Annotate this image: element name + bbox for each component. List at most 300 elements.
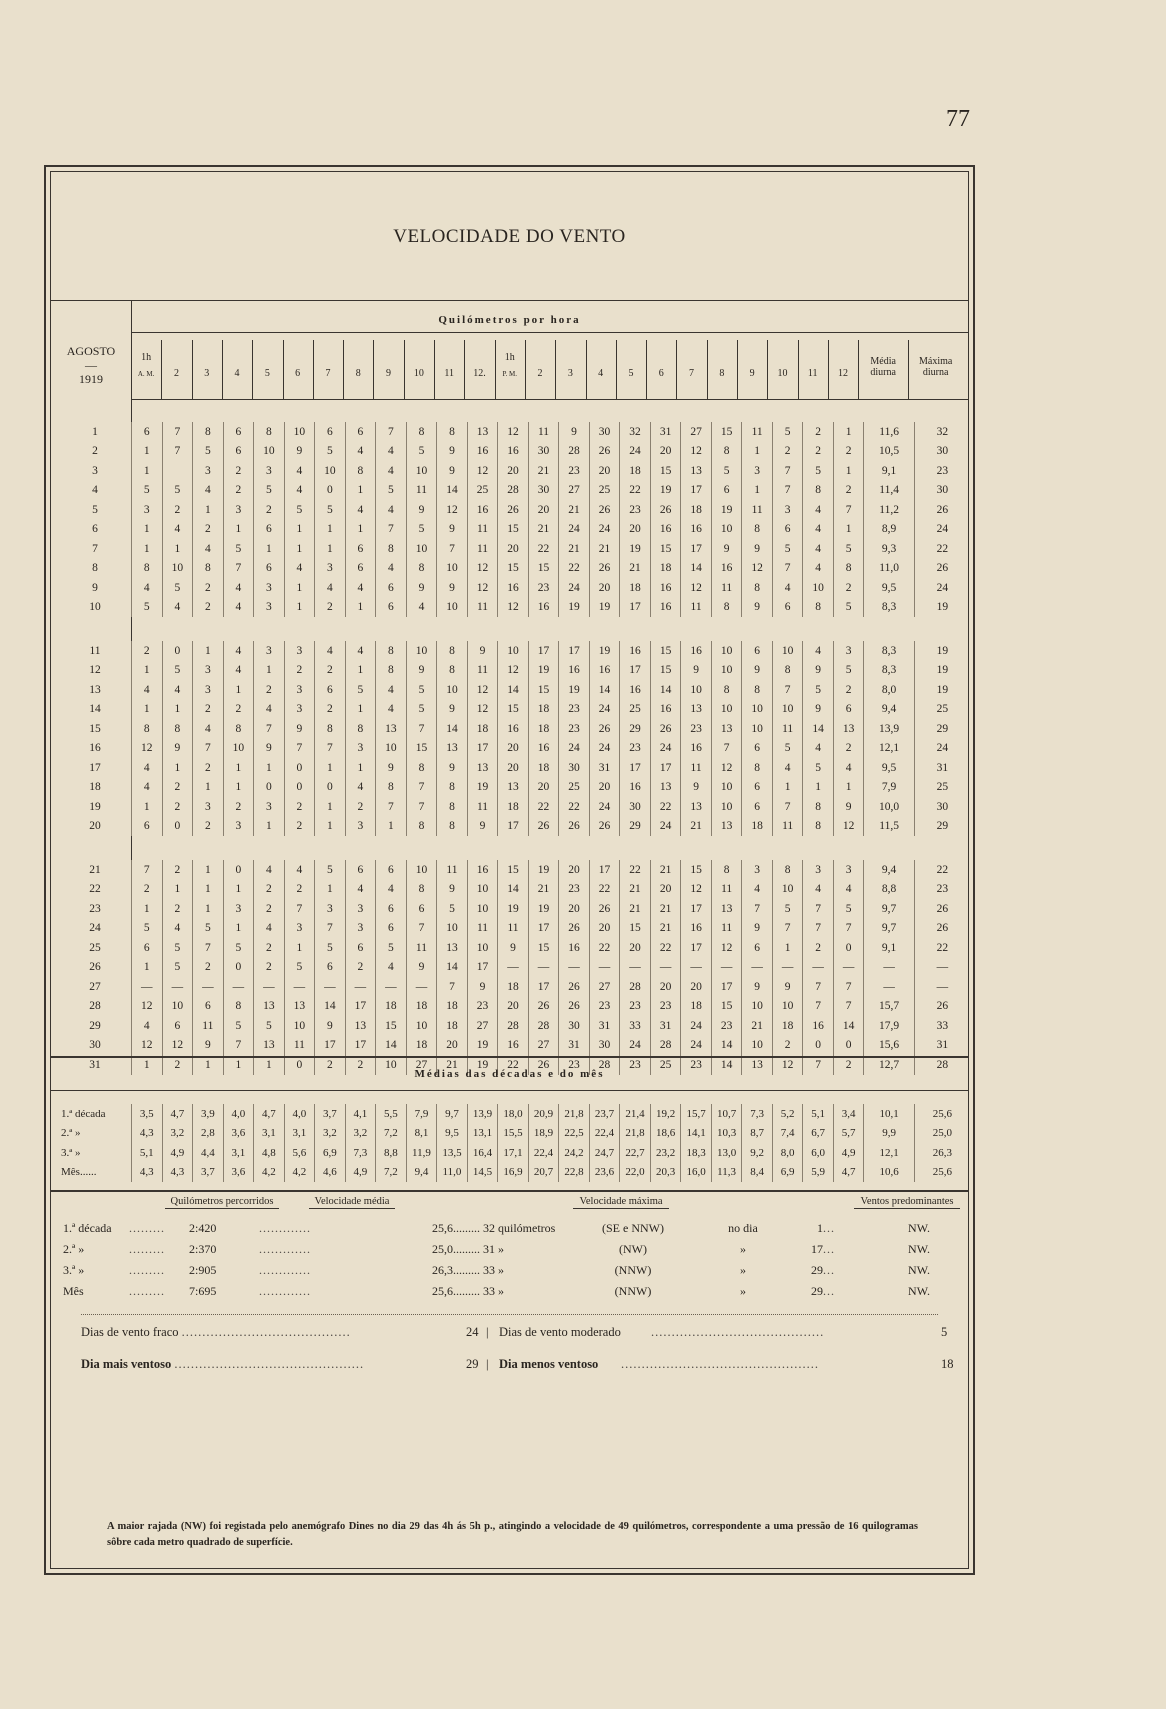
day-cell: 14 [89,703,101,716]
day-cell: 13 [89,683,101,696]
hour-value-cell: 13 [711,719,742,739]
hour-value-cell: 2 [254,938,285,958]
hour-value-cell: 15 [650,641,681,661]
hour-value-cell: 11 [711,880,742,900]
hour-value-cell: 12 [742,559,773,579]
hour-value-cell: 12 [467,700,498,720]
hour-value-cell: 1 [223,1055,254,1075]
summary-row [63,1218,971,1239]
hour-value-cell: 8 [345,461,376,481]
daily-max-cell: 30 [914,481,970,501]
hour-value-cell: 14 [650,680,681,700]
hour-value-cell: 18 [742,817,773,837]
hour-value-cell: 12 [711,758,742,778]
hour-value-cell: 19 [589,641,620,661]
hour-value-cell [162,461,193,481]
hour-value-cell: 18 [376,997,407,1017]
means-value-cell: 4,7 [833,1163,864,1183]
hour-value-cell: 1 [254,539,285,559]
summary-media: 25,6 [432,1284,453,1298]
hour-value-cell: 22 [589,880,620,900]
header-divider [798,340,799,400]
hour-value-cell: 14 [498,880,529,900]
hour-value-cell: 1 [772,938,803,958]
hour-value-cell: 24 [589,797,620,817]
hour-value-cell: 19 [467,1055,498,1075]
hour-value-cell: 6 [254,520,285,540]
hour-value-cell: 18 [528,719,559,739]
hour-value-cell: 10 [711,778,742,798]
hour-value-cell: 17 [315,1036,346,1056]
hour-header: 10 [413,368,424,379]
means-max-cell: 25,6 [914,1104,970,1124]
hour-value-cell: — [772,958,803,978]
hour-value-cell: 6 [162,1016,193,1036]
summary-dots: ............. [259,1242,311,1256]
hour-value-cell: 14 [803,719,834,739]
hour-value-cell: 15 [650,461,681,481]
hour-value-cell: 7 [284,899,315,919]
hour-value-cell: 6 [345,422,376,442]
hour-value-cell: 11 [467,919,498,939]
hour-value-cell: 19 [589,598,620,618]
means-value-cell: 22,8 [559,1163,590,1183]
summary-dots: ... [823,1221,835,1235]
hour-value-cell: 14 [437,958,468,978]
means-value-cell: 20,9 [528,1104,559,1124]
means-value-cell: 16,9 [498,1163,529,1183]
hour-header: 3 [567,368,573,379]
hour-value-cell: 19 [711,500,742,520]
hour-value-cell: 19 [528,899,559,919]
hour-value-cell: 5 [406,700,437,720]
hour-value-cell: 1 [345,700,376,720]
hour-value-cell: 20 [589,778,620,798]
means-value-cell: 4,0 [223,1104,254,1124]
hour-value-cell: 1 [315,797,346,817]
means-value-cell: 3,7 [315,1104,346,1124]
hour-value-cell: 5 [315,442,346,462]
hour-value-cell: 4 [742,880,773,900]
hour-value-cell: 6 [315,958,346,978]
table-row [59,977,970,997]
table-row [59,997,970,1017]
hour-value-cell: 7 [772,680,803,700]
means-value-cell: 7,9 [406,1104,437,1124]
hour-value-cell: 11 [498,919,529,939]
summary-header-ventos-text: Ventos predominantes [854,1196,959,1209]
hour-value-cell: 14 [376,1036,407,1056]
means-row [59,1143,970,1163]
hour-header: 6 [295,368,301,379]
hour-value-cell: 22 [528,797,559,817]
hour-value-cell: 20 [559,860,590,880]
hour-value-cell: 5 [162,661,193,681]
means-value-cell: 4,3 [132,1163,163,1183]
daily-mean-cell: 9,7 [864,919,914,939]
means-row [59,1124,970,1144]
table-row [59,700,970,720]
hour-value-cell: 6 [132,938,163,958]
summary-max: ......... 33 » [453,1284,504,1298]
hour-value-cell: 3 [833,641,864,661]
means-value-cell: 4,6 [315,1163,346,1183]
hour-value-cell: 11 [772,719,803,739]
hour-value-cell: 11 [193,1016,224,1036]
table-row [59,539,970,559]
hour-value-cell: 3 [772,500,803,520]
hour-value-cell: 1 [223,880,254,900]
hour-value-cell: 18 [406,997,437,1017]
hour-value-cell: 1 [284,578,315,598]
hour-value-cell: 6 [772,598,803,618]
hour-value-cell: 2 [254,880,285,900]
table-row [59,1016,970,1036]
hour-value-cell: 1 [833,520,864,540]
hour-value-cell: 11 [467,539,498,559]
mais-label: Dia mais ventoso [81,1357,172,1371]
summary-media: 25,6 [432,1221,453,1235]
header-divider [161,340,162,400]
hour-value-cell: 9 [498,938,529,958]
header-divider [767,340,768,400]
daily-mean-cell: 12,1 [864,739,914,759]
day-cell: 24 [89,922,101,935]
hour-value-cell: 19 [620,539,651,559]
summary-direction: (SE e NNW) [602,1221,664,1235]
hour-value-cell: 14 [589,680,620,700]
hour-value-cell: 17 [681,481,712,501]
hour-value-cell: 7 [406,919,437,939]
daily-max-cell: 22 [914,860,970,880]
hour-value-cell: 22 [650,938,681,958]
hour-header: 8 [719,368,725,379]
moderado-label: Dias de vento moderado [499,1325,621,1339]
hour-value-cell: 1 [132,539,163,559]
table-inner-frame [50,171,969,1569]
day-cell: 3 [92,464,98,477]
hour-value-cell: 9 [803,661,834,681]
means-value-cell: 6,0 [803,1143,834,1163]
summary-header-km [147,1196,297,1209]
hour-value-cell: 16 [498,442,529,462]
hour-value-cell: 0 [803,1036,834,1056]
hour-value-cell: 1 [315,758,346,778]
summary-vento: NW. [908,1242,930,1256]
hour-value-cell: 26 [528,817,559,837]
hour-value-cell: 23 [559,719,590,739]
hour-value-cell: 2 [162,1055,193,1075]
hour-value-cell: 8 [437,641,468,661]
table-row [59,860,970,880]
hour-value-cell: 4 [315,578,346,598]
daily-mean-cell: 8,0 [864,680,914,700]
day-cell: 16 [89,742,101,755]
hour-value-cell: 18 [528,758,559,778]
hour-value-cell: 4 [345,442,376,462]
daily-mean-cell: 8,8 [864,880,914,900]
header-divider [222,340,223,400]
hour-value-cell: 20 [650,442,681,462]
hour-value-cell: 4 [254,919,285,939]
means-value-cell: 21,8 [559,1104,590,1124]
hour-value-cell: 16 [650,520,681,540]
hour-header: 4 [598,368,604,379]
hour-header: 5 [628,368,634,379]
summary-label: Mês [63,1284,84,1298]
hour-value-cell: 2 [772,442,803,462]
summary-direction: (NNW) [614,1263,652,1277]
hour-value-cell: 20 [498,758,529,778]
table-row [59,520,970,540]
hour-header: 7 [325,368,331,379]
month-label: AGOSTO [66,344,116,358]
hour-value-cell: 10 [223,739,254,759]
means-value-cell: 3,2 [345,1124,376,1144]
hour-value-cell: 17 [589,860,620,880]
hour-value-cell: 6 [376,598,407,618]
hour-value-cell: 5 [132,919,163,939]
header-divider [676,340,677,400]
hour-value-cell: 8 [406,817,437,837]
hour-value-cell: 16 [711,559,742,579]
hour-value-cell: 15 [528,559,559,579]
table-row [59,500,970,520]
hour-value-cell: 5 [162,938,193,958]
hour-value-cell: 20 [589,919,620,939]
hour-value-cell: 11 [437,860,468,880]
hour-value-cell: 4 [345,778,376,798]
means-value-cell: 6,9 [315,1143,346,1163]
means-header: Médias das décadas e do mês [414,1068,605,1080]
decade-gap [59,617,970,641]
means-bottom-line [51,1190,968,1192]
hour-value-cell: 26 [650,719,681,739]
means-row [59,1163,970,1183]
hour-value-cell: 14 [681,559,712,579]
hour-value-cell: 9 [681,661,712,681]
hour-value-cell: 22 [559,559,590,579]
hour-value-cell: 1 [315,817,346,837]
daily-mean-cell: 9,5 [864,758,914,778]
hour-value-cell: 19 [650,481,681,501]
hour-value-cell: 9 [162,739,193,759]
hour-value-cell: 19 [467,1036,498,1056]
hour-value-cell: 8 [132,719,163,739]
daily-mean-cell: 11,2 [864,500,914,520]
hour-value-cell: 10 [162,559,193,579]
daily-mean-cell: 12,7 [864,1055,914,1075]
hour-value-cell: 5 [132,598,163,618]
means-value-cell: 13,5 [437,1143,468,1163]
hour-value-cell: 17 [681,539,712,559]
hour-value-cell: 3 [345,919,376,939]
hour-value-cell: 6 [742,797,773,817]
summary-dots: ......... [129,1242,165,1256]
hour-value-cell: 20 [589,461,620,481]
hour-value-cell: 4 [223,598,254,618]
daily-max-cell: 24 [914,520,970,540]
hour-value-cell: 8 [437,661,468,681]
hour-value-cell: 2 [803,442,834,462]
hour-value-cell: 7 [437,539,468,559]
hour-value-cell: 6 [376,919,407,939]
summary-header-max-text: Velocidade máxima [573,1196,668,1209]
hour-value-cell: 7 [772,559,803,579]
hour-value-cell: 5 [284,500,315,520]
summary-row [63,1239,971,1260]
means-value-cell: 10,7 [711,1104,742,1124]
hour-value-cell: 8 [132,559,163,579]
table-row [59,598,970,618]
summary-km: 2:905 [189,1263,217,1277]
hour-value-cell: 4 [376,700,407,720]
hour-value-cell: 23 [467,997,498,1017]
day-cell: 15 [89,722,101,735]
hour-value-cell: 26 [498,500,529,520]
hour-value-cell: 26 [589,899,620,919]
hour-value-cell: 7 [803,997,834,1017]
hour-value-cell: 26 [559,977,590,997]
day-cell: 26 [89,961,101,974]
means-value-cell: 5,5 [376,1104,407,1124]
hour-value-cell: 12 [132,1036,163,1056]
summary-vento: NW. [908,1284,930,1298]
hour-value-cell: 19 [467,778,498,798]
hour-value-cell: 16 [467,860,498,880]
hour-value-cell: 24 [559,578,590,598]
hour-value-cell: 5 [772,899,803,919]
means-value-cell: 3,9 [193,1104,224,1124]
header-divider [646,340,647,400]
hour-value-cell: 3 [223,817,254,837]
hour-value-cell: 10 [254,442,285,462]
means-value-cell: 22,5 [559,1124,590,1144]
hour-value-cell: 1 [193,1055,224,1075]
hour-value-cell: 9 [681,778,712,798]
daily-mean-cell: 8,3 [864,641,914,661]
hour-value-cell: 3 [284,680,315,700]
hour-value-cell: 21 [620,559,651,579]
hour-value-cell: 23 [528,578,559,598]
hour-value-cell: 10 [498,641,529,661]
hour-value-cell: 6 [376,899,407,919]
hour-value-cell: 23 [559,1055,590,1075]
hour-value-cell: 25 [467,481,498,501]
hour-value-cell: 6 [254,559,285,579]
hour-value-cell: 1 [132,958,163,978]
hour-value-cell: 6 [223,442,254,462]
header-divider [434,340,435,400]
means-value-cell: 4,3 [162,1163,193,1183]
hour-value-cell: 1 [223,919,254,939]
table-row [59,758,970,778]
hour-value-cell: 4 [376,442,407,462]
hour-value-cell: 1 [132,661,163,681]
hour-value-cell: 9 [742,977,773,997]
hour-value-cell: 18 [620,461,651,481]
hour-value-cell: 26 [528,1055,559,1075]
daily-mean-cell: 10,5 [864,442,914,462]
hour-value-cell: 28 [528,1016,559,1036]
hour-value-cell: 5 [193,919,224,939]
hour-value-cell: 9 [803,700,834,720]
hour-value-cell: 7 [284,739,315,759]
daily-max-cell: 23 [914,880,970,900]
hour-value-cell: 21 [620,899,651,919]
means-value-cell: 5,7 [833,1124,864,1144]
hour-value-cell: 17 [711,977,742,997]
hour-value-cell: 1 [132,899,163,919]
means-value-cell: 8,1 [406,1124,437,1144]
means-value-cell: 4,9 [162,1143,193,1163]
hour-value-cell: 4 [803,641,834,661]
hour-value-cell: 10 [406,1016,437,1036]
hour-value-cell: 23 [589,997,620,1017]
hour-value-cell: 24 [620,1036,651,1056]
summary-header-ventos [847,1196,967,1209]
hour-value-cell: 10 [376,1055,407,1075]
hour-value-cell: 5 [254,1016,285,1036]
hour-value-cell: 15 [528,938,559,958]
hour-value-cell: — [711,958,742,978]
summary-label: 2.ª » [63,1242,85,1256]
hour-value-cell: 1 [345,481,376,501]
means-value-cell: 3,6 [223,1163,254,1183]
hour-value-cell: 8 [437,778,468,798]
hour-value-cell: 17 [498,817,529,837]
hour-value-cell: 10 [467,880,498,900]
means-value-cell: 4,7 [254,1104,285,1124]
hour-value-cell: 3 [345,817,376,837]
hour-value-cell: 9 [833,797,864,817]
hour-value-cell: 3 [223,500,254,520]
hour-value-cell: 14 [315,997,346,1017]
hour-value-cell: 4 [254,860,285,880]
hour-value-cell: 9 [406,958,437,978]
daily-mean-cell: 8,3 [864,661,914,681]
daily-max-cell: 25 [914,778,970,798]
hour-value-cell: 8 [711,680,742,700]
means-value-cell: 8,0 [772,1143,803,1163]
hour-value-cell: 2 [162,500,193,520]
daily-mean-cell: 13,9 [864,719,914,739]
wind-speed-table [59,422,970,1075]
hour-value-cell: 5 [772,539,803,559]
hour-value-cell: 16 [620,778,651,798]
month-dash: — [85,358,97,372]
hour-value-cell: 2 [162,778,193,798]
means-avg-cell: 10,1 [864,1104,914,1124]
hour-value-cell: 2 [284,797,315,817]
day-cell: 28 [89,1000,101,1013]
hour-value-cell: 5 [162,578,193,598]
hour-value-cell: 1 [223,680,254,700]
hour-value-cell: 20 [498,461,529,481]
summary-dots: ... [823,1242,835,1256]
summary-vento: NW. [908,1221,930,1235]
hour-value-cell: 3 [284,641,315,661]
table-row [59,919,970,939]
hour-value-cell: 6 [376,578,407,598]
means-value-cell: 4,2 [284,1163,315,1183]
table-row [59,880,970,900]
hour-value-cell: 8 [803,598,834,618]
hour-value-cell: — [528,958,559,978]
day-cell: 29 [89,1019,101,1032]
summary-nodia: » [740,1263,746,1277]
hour-value-cell: 8 [437,422,468,442]
